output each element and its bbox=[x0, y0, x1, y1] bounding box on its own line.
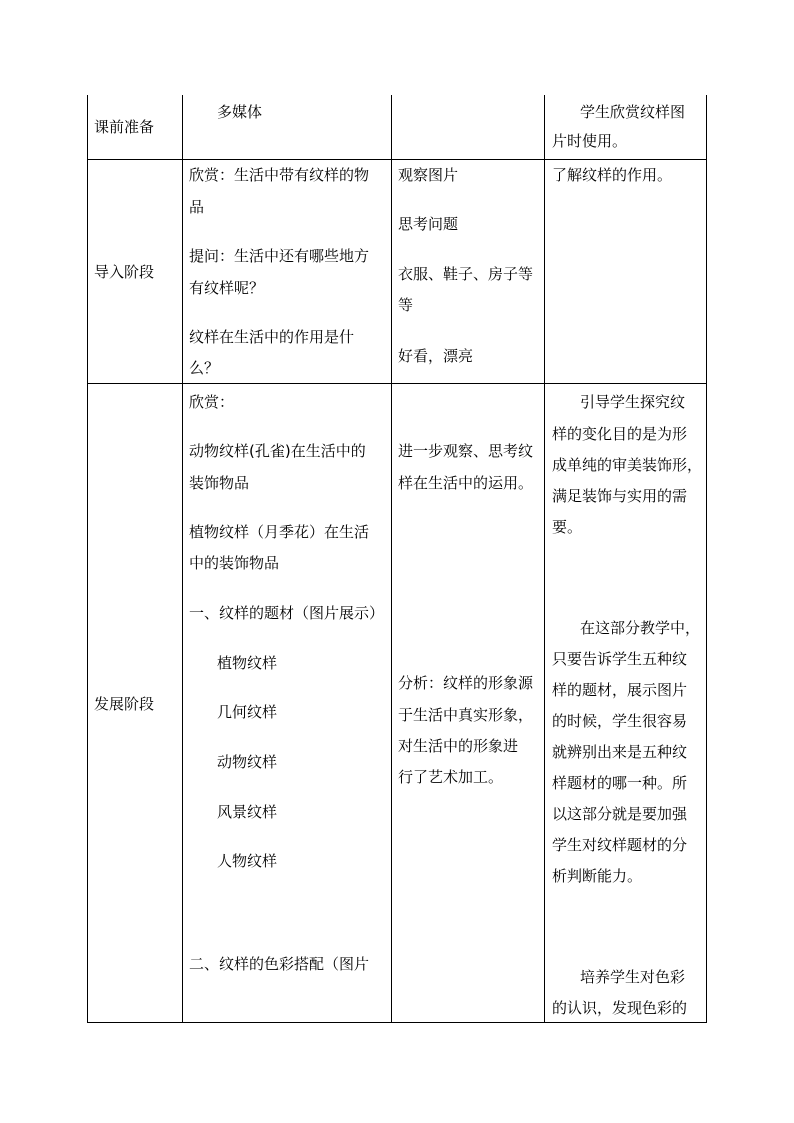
student-line: 对生活中的形象进 bbox=[398, 737, 519, 755]
row-divider-2 bbox=[87, 383, 707, 384]
stage-label: 课前准备 bbox=[94, 118, 155, 136]
intent-line: 就辨别出来是五种纹 bbox=[552, 743, 688, 761]
table-border-bottom bbox=[87, 1022, 707, 1023]
intent-line: 在这部分教学中， bbox=[580, 619, 701, 637]
intent-line: 样题材的哪一种。所 bbox=[552, 774, 688, 792]
intent-line: 培养学生对色彩 bbox=[580, 968, 686, 986]
student-line: 观察图片 bbox=[398, 166, 459, 184]
stage-label: 导入阶段 bbox=[94, 263, 155, 281]
intent-line: 以这部分就是要加强 bbox=[552, 805, 688, 823]
column-divider-3 bbox=[544, 95, 545, 1023]
column-divider-1 bbox=[182, 95, 183, 1023]
intent-line: 成单纯的审美装饰形， bbox=[552, 456, 703, 474]
intent-line: 要。 bbox=[552, 518, 583, 536]
teacher-line: 二、纹样的色彩搭配（图片 bbox=[189, 955, 370, 973]
teacher-line: 提问：生活中还有哪些地方 bbox=[189, 247, 370, 265]
teacher-line: 纹样在生活中的作用是什 bbox=[189, 328, 355, 346]
teacher-line: 么？ bbox=[189, 359, 220, 377]
teacher-line: 风景纹样 bbox=[217, 803, 278, 821]
teacher-line: 装饰物品 bbox=[189, 474, 250, 492]
teacher-line: 中的装饰物品 bbox=[189, 554, 280, 572]
intent-line: 样的变化目的是为形 bbox=[552, 425, 688, 443]
table-border-right bbox=[706, 95, 707, 1023]
student-line: 思考问题 bbox=[398, 215, 459, 233]
teacher-line: 人物纹样 bbox=[217, 852, 278, 870]
column-divider-2 bbox=[391, 95, 392, 1023]
intent-line: 学生欣赏纹样图 bbox=[580, 103, 686, 121]
intent-line: 只要告诉学生五种纹 bbox=[552, 650, 688, 668]
intent-line: 片时使用。 bbox=[552, 132, 628, 150]
teacher-line: 植物纹样（月季花）在生活 bbox=[189, 523, 370, 541]
teacher-line: 动物纹样 bbox=[217, 753, 278, 771]
method-cell: 多媒体 bbox=[217, 103, 263, 121]
student-line: 进一步观察、思考纹 bbox=[398, 442, 534, 460]
intent-line: 的认识，发现色彩的 bbox=[552, 999, 688, 1017]
teacher-line: 植物纹样 bbox=[217, 654, 278, 672]
student-line: 行了艺术加工。 bbox=[398, 768, 504, 786]
student-line: 等 bbox=[398, 296, 414, 314]
teacher-line: 有纹样呢？ bbox=[189, 279, 265, 297]
stage-label: 发展阶段 bbox=[94, 695, 155, 713]
intent-line: 的时候，学生很容易 bbox=[552, 712, 688, 730]
intent-line: 了解纹样的作用。 bbox=[552, 166, 673, 184]
student-line: 衣服、鞋子、房子等 bbox=[398, 265, 534, 283]
intent-line: 学生对纹样题材的分 bbox=[552, 836, 688, 854]
student-line: 样在生活中的运用。 bbox=[398, 474, 534, 492]
intent-line: 析判断能力。 bbox=[552, 867, 643, 885]
row-divider-1 bbox=[87, 159, 707, 160]
student-line: 分析：纹样的形象源 bbox=[398, 674, 534, 692]
intent-line: 引导学生探究纹 bbox=[580, 393, 686, 411]
student-line: 好看，漂亮 bbox=[398, 347, 474, 365]
student-line: 于生活中真实形象， bbox=[398, 706, 534, 724]
teacher-line: 动物纹样(孔雀)在生活中的 bbox=[189, 442, 366, 460]
teacher-line: 品 bbox=[189, 198, 205, 216]
intent-line: 满足装饰与实用的需 bbox=[552, 487, 688, 505]
teacher-line: 欣赏：生活中带有纹样的物 bbox=[189, 166, 370, 184]
teacher-line: 欣赏： bbox=[189, 393, 235, 411]
teacher-line: 几何纹样 bbox=[217, 703, 278, 721]
intent-line: 样的题材，展示图片 bbox=[552, 681, 688, 699]
table-border-left bbox=[87, 95, 88, 1023]
teacher-line: 一、纹样的题材（图片展示） bbox=[189, 604, 385, 622]
